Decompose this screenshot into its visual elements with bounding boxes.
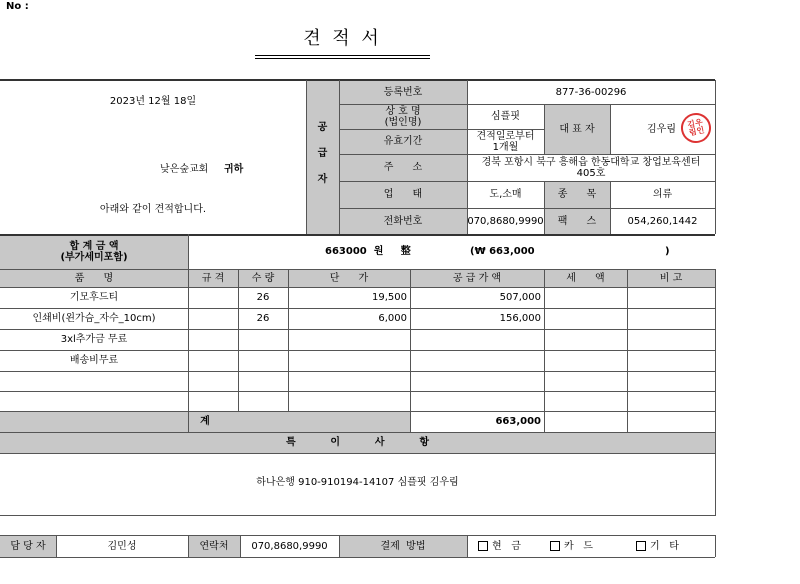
table-cell-spec bbox=[188, 329, 238, 350]
table-cell-qty bbox=[238, 350, 288, 371]
table-cell-name: 인쇄비(왼가슴_자수_10cm) bbox=[32, 313, 156, 324]
total-close-paren: ) bbox=[665, 246, 670, 257]
total-amount-text: 663000 원 整 bbox=[325, 246, 411, 257]
payment-option-card[interactable]: 카 드 bbox=[550, 535, 593, 557]
business-value: 도,소매 bbox=[489, 189, 522, 200]
table-cell-note bbox=[627, 287, 715, 308]
table-cell-name bbox=[0, 391, 188, 411]
item-label: 종 목 bbox=[557, 189, 597, 200]
table-cell-qty: 26 bbox=[256, 313, 270, 324]
other-checkbox[interactable] bbox=[636, 541, 646, 551]
table-cell-supply: 156,000 bbox=[499, 313, 541, 324]
payment-option-cash[interactable]: 현 금 bbox=[478, 535, 521, 557]
table-cell-price: 19,500 bbox=[372, 292, 407, 303]
table-cell-price: 6,000 bbox=[378, 313, 407, 324]
table-cell-tax bbox=[544, 329, 627, 350]
table-cell-price bbox=[288, 329, 410, 350]
table-cell-spec bbox=[188, 350, 238, 371]
table-cell-supply bbox=[410, 329, 544, 350]
remarks-title: 특 이 사 항 bbox=[285, 437, 430, 448]
item-value: 의류 bbox=[652, 189, 673, 200]
table-cell-price bbox=[288, 371, 410, 391]
table-cell-tax bbox=[544, 308, 627, 329]
address-value: 경북 포항시 북구 흥해읍 한동대학교 창업보육센터 405호 bbox=[481, 156, 701, 179]
company-label: 상 호 명 (법인명) bbox=[384, 105, 422, 128]
table-cell-qty bbox=[238, 371, 288, 391]
total-amount-won: (₩ 663,000 bbox=[470, 246, 535, 257]
cash-checkbox[interactable] bbox=[478, 541, 488, 551]
quote-date: 2023년 12월 18일 bbox=[109, 95, 197, 107]
contact-label: 연락처 bbox=[199, 540, 229, 552]
manager-label: 담 당 자 bbox=[10, 540, 46, 552]
fax-label: 팩 스 bbox=[557, 215, 597, 227]
col-header-name: 품 명 bbox=[74, 272, 114, 284]
table-cell-qty bbox=[238, 391, 288, 411]
supplier-side-label-2: 급 bbox=[317, 147, 328, 159]
supplier-side-label-3: 자 bbox=[317, 173, 328, 185]
recipient-name: 낮은숲교회 bbox=[160, 163, 209, 175]
table-cell-spec bbox=[188, 391, 238, 411]
rep-label: 대 표 자 bbox=[559, 123, 595, 135]
table-cell-name: 배송비무료 bbox=[69, 355, 119, 366]
table-cell-price bbox=[288, 391, 410, 411]
address-label: 주 소 bbox=[383, 162, 423, 173]
subtotal-value: 663,000 bbox=[495, 416, 541, 427]
table-cell-qty: 26 bbox=[256, 292, 270, 303]
table-cell-supply bbox=[410, 391, 544, 411]
phone-label: 전화번호 bbox=[383, 215, 423, 227]
col-header-spec: 규 격 bbox=[201, 272, 225, 284]
phone-value: 070,8680,9990 bbox=[467, 215, 544, 227]
table-cell-spec bbox=[188, 287, 238, 308]
validity-label: 유효기간 bbox=[383, 136, 423, 147]
table-cell-tax bbox=[544, 287, 627, 308]
col-header-tax: 세 액 bbox=[566, 272, 605, 284]
col-header-qty: 수 량 bbox=[251, 272, 275, 284]
col-header-note: 비 고 bbox=[659, 272, 683, 284]
table-cell-name: 3xl추가금 무료 bbox=[60, 334, 128, 345]
recipient-honorific: 귀하 bbox=[224, 163, 244, 175]
table-cell-note bbox=[627, 350, 715, 371]
table-cell-note bbox=[627, 391, 715, 411]
table-cell-supply bbox=[410, 371, 544, 391]
rep-value: 김우림 bbox=[647, 123, 676, 135]
table-cell-note bbox=[627, 308, 715, 329]
table-cell-tax bbox=[544, 371, 627, 391]
table-cell-spec bbox=[188, 308, 238, 329]
table-cell-name: 기모후드티 bbox=[69, 292, 119, 303]
company-seal: 김우 림인 bbox=[678, 110, 714, 146]
company-value: 심플핏 bbox=[491, 111, 520, 122]
table-cell-note bbox=[627, 329, 715, 350]
title-underline bbox=[255, 55, 430, 56]
reg-no-value: 877-36-00296 bbox=[555, 86, 627, 98]
page-title: 견 적 서 bbox=[303, 27, 382, 49]
subtotal-label: 계 bbox=[200, 416, 210, 427]
table-cell-qty bbox=[238, 329, 288, 350]
payment-option-other[interactable]: 기 타 bbox=[636, 535, 679, 557]
total-label: 합 계 금 액 (부가세미포함) bbox=[60, 240, 128, 263]
remarks-text: 하나은행 910-910194-14107 심플핏 김우림 bbox=[256, 476, 459, 488]
table-cell-tax bbox=[544, 350, 627, 371]
reg-no-label: 등록번호 bbox=[383, 86, 423, 98]
table-cell-spec bbox=[188, 371, 238, 391]
business-label: 업 태 bbox=[383, 189, 423, 200]
supplier-side-label-1: 공 bbox=[317, 121, 328, 133]
fax-value: 054,260,1442 bbox=[627, 215, 698, 227]
no-label: No : bbox=[6, 0, 29, 12]
table-cell-supply: 507,000 bbox=[499, 292, 541, 303]
table-cell-price bbox=[288, 350, 410, 371]
contact-value: 070,8680,9990 bbox=[251, 540, 328, 552]
col-header-price: 단 가 bbox=[329, 272, 369, 284]
validity-value: 견적일로부터 1개월 bbox=[476, 130, 535, 153]
card-checkbox[interactable] bbox=[550, 541, 560, 551]
col-header-supply: 공 급 가 액 bbox=[452, 272, 502, 284]
payment-label: 결제 방법 bbox=[380, 540, 426, 552]
manager-value: 김민성 bbox=[107, 540, 137, 552]
quote-message: 아래와 같이 견적합니다. bbox=[99, 203, 207, 215]
table-cell-note bbox=[627, 371, 715, 391]
table-cell-name bbox=[0, 371, 188, 391]
table-cell-tax bbox=[544, 391, 627, 411]
table-cell-supply bbox=[410, 350, 544, 371]
